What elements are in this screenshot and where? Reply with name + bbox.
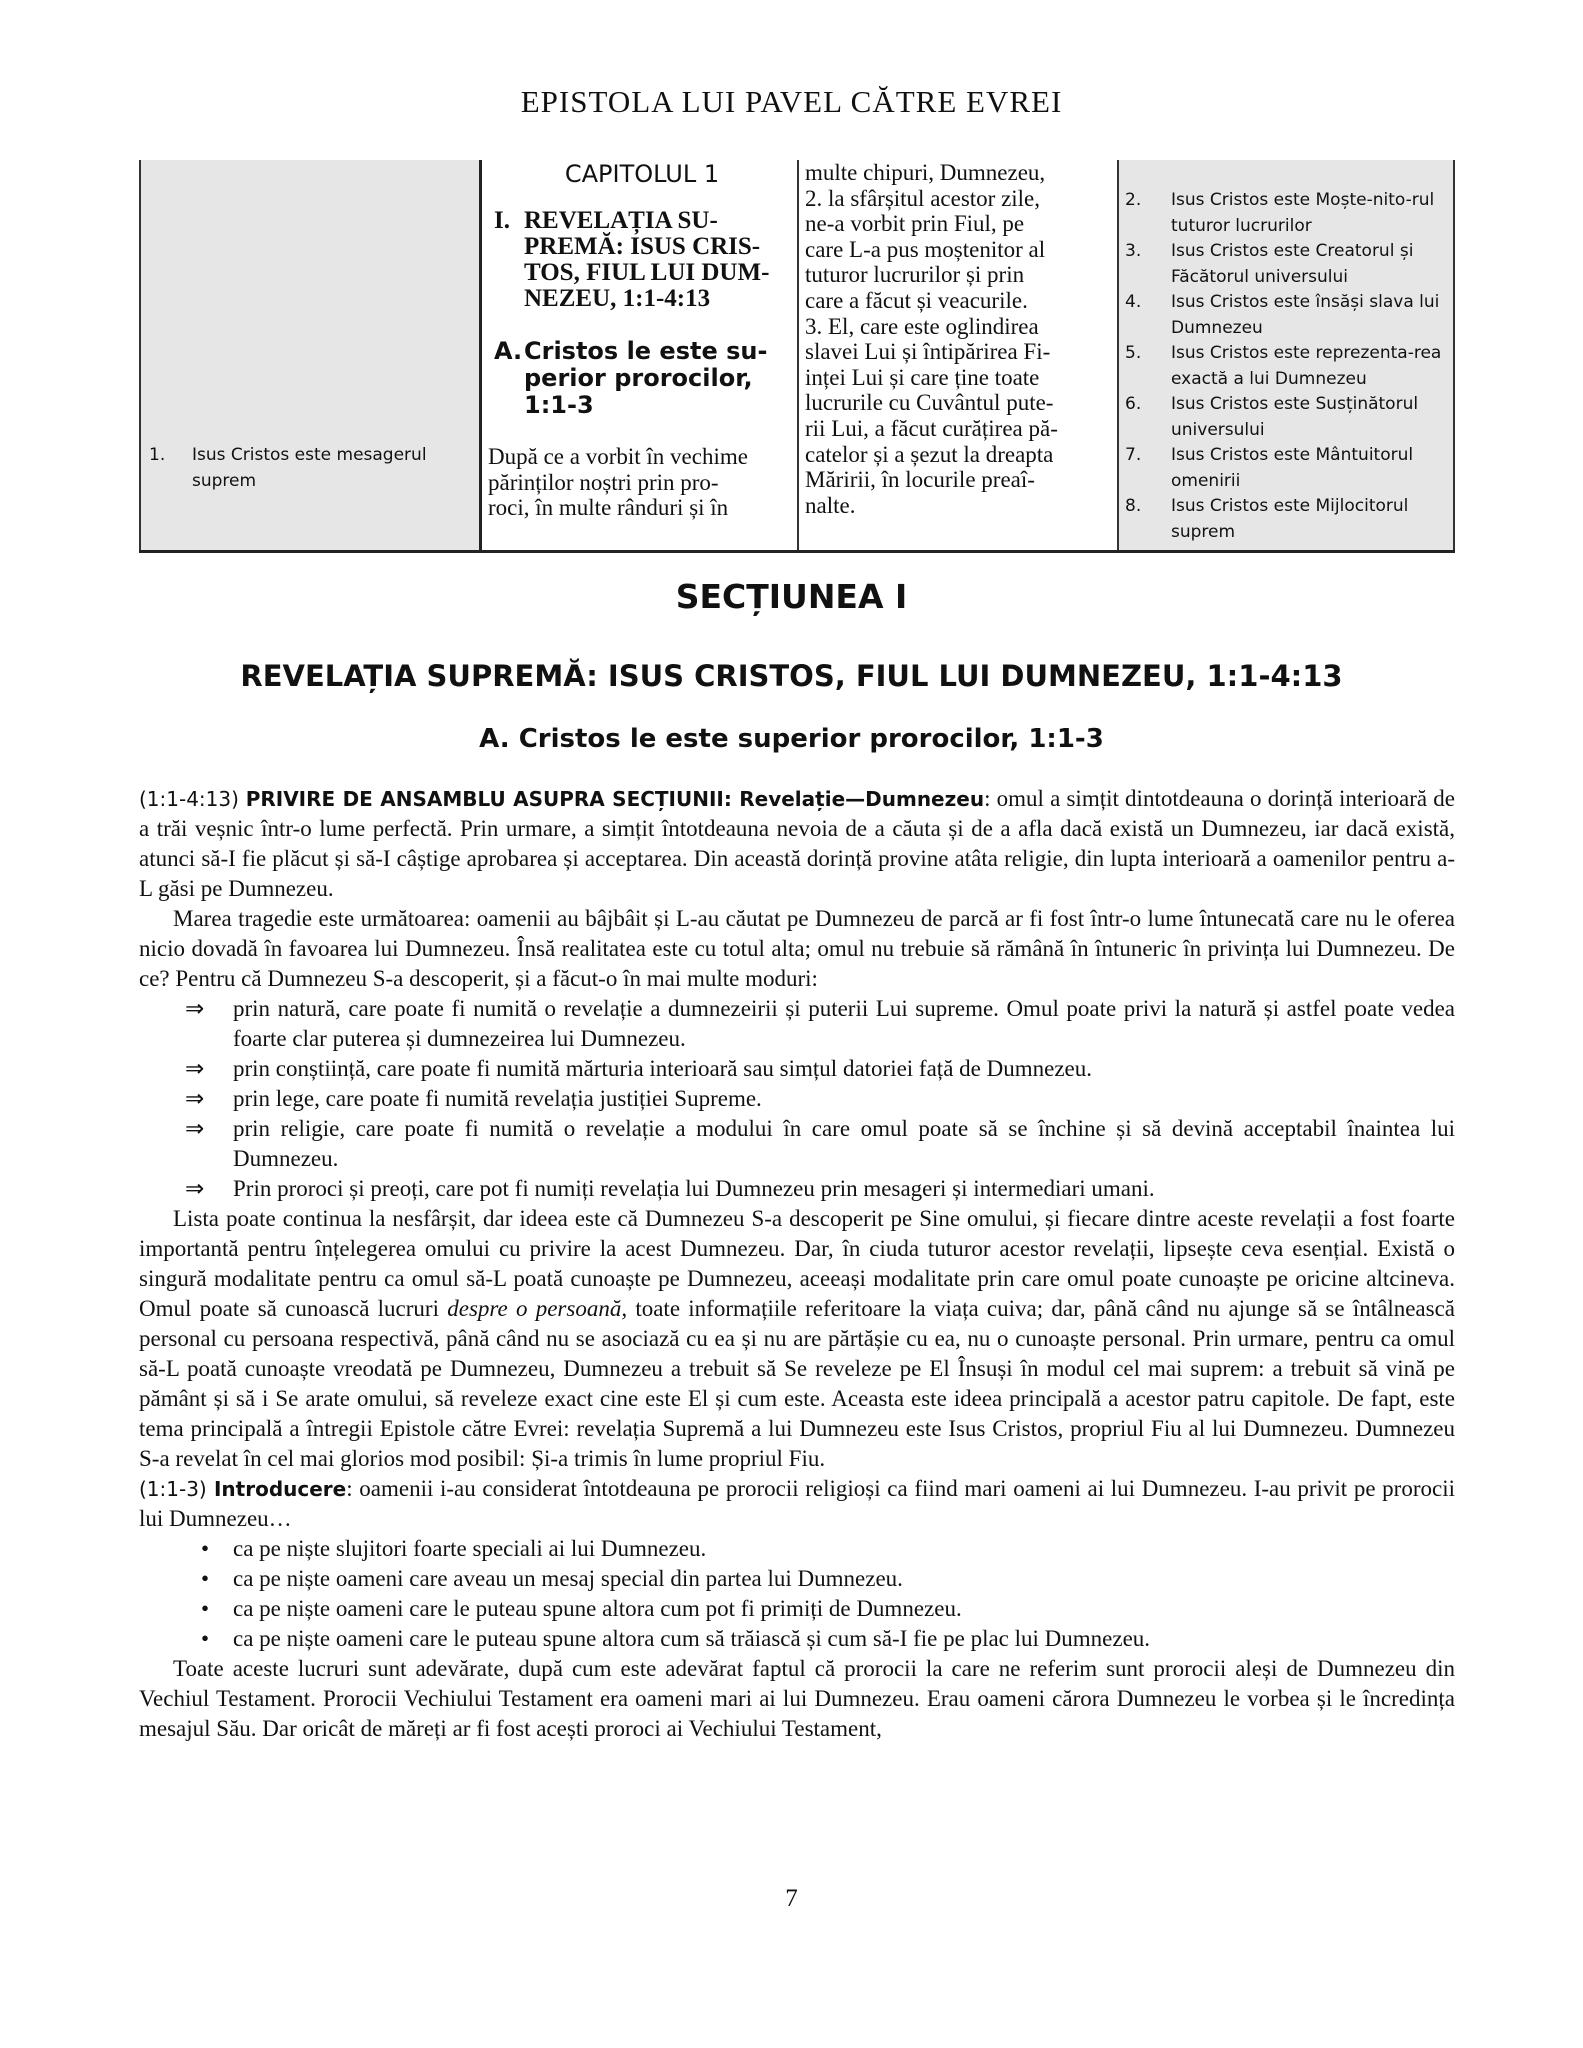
chapter-label: CAPITOLUL 1: [564, 160, 720, 188]
gloss-number: 6.: [1125, 394, 1142, 414]
gloss-text: Isus Cristos este Moște-nito-rul tuturor lucrurilor: [1171, 190, 1435, 236]
arrow-list: [139, 994, 1455, 1204]
right-gloss-item: [1125, 341, 1451, 392]
gloss-text: Isus Cristos este Creatorul și Făcătorul universului: [1171, 241, 1414, 287]
section-subtitle: REVELAȚIA SUPREMĂ: ISUS CRISTOS, FIUL LUI DUMNEZEU, 1:1-4:13: [240, 659, 1343, 693]
gloss-number: 3.: [1125, 241, 1142, 261]
list-item: [139, 1534, 1455, 1564]
right-gloss-item: [1125, 392, 1451, 443]
list-item-text: ca pe niște oameni care le puteau spune altora cum pot fi primiți de Dumnezeu.: [233, 1596, 962, 1621]
gloss-text: Isus Cristos este Mijlocitorul suprem: [1171, 496, 1409, 542]
bullet-icon: •: [201, 1536, 210, 1561]
gloss-text: Isus Cristos este reprezenta-rea exactă a lui Dumnezeu: [1171, 343, 1442, 389]
arrow-icon: ⇒: [185, 1056, 205, 1081]
paragraph-text: toate informațiile referitoare la viața cuiva; dar, până când nu ajunge să se întâlnească personal cu persoana respectivă, până când nu se asociază cu ea și nu are părtășie cu ea, nu o cunoaște personal. Prin urmare, pentru ca omul să-L poată cunoaște vreodată pe Dumnezeu, Dumnezeu a trebuit să Se reveleze pe El Însuși în modul cel mai suprem: a trebuit să vină pe pământ și să i Se arate omului, să reveleze exact cine este El și cum este. Aceasta este ideea principală a acestor patru capitole. De fapt, este tema principală a întregii Epistole către Evrei: revelația Supremă a lui Dumnezeu este Isus Cristos, propriul Fiu al lui Dumnezeu. Dumnezeu S-a revelat în cel mai glorios mod posibil: Și-a trimis în lume propriul Fiu.: [139, 1296, 1455, 1471]
paragraph-text: Lista poate continua la nesfârșit, dar ideea este că Dumnezeu S-a descoperit pe Sine omului, și fiecare dintre aceste revelații a fost foarte importantă pentru înțelegerea omului cu privire la acest Dumnezeu. Dar, în ciuda tuturor acestor revelații, lipsește ceva esențial. Există o singură modalitate pentru ca omul să-L poată cunoaște pe Dumnezeu, aceeași modalitate prin care omul poate cunoaște pe oricine altcineva. Omul poate să cunoască lucruri: [139, 1206, 1455, 1321]
list-item: [139, 1174, 1455, 1204]
list-item: [139, 994, 1455, 1054]
outline-number: I.: [494, 207, 510, 234]
arrow-icon: ⇒: [185, 1176, 205, 1201]
list-item-text: ca pe niște slujitori foarte speciali ai lui Dumnezeu.: [233, 1536, 707, 1561]
list-item: [139, 1564, 1455, 1594]
gloss-number: 5.: [1125, 343, 1142, 363]
gloss-text: Isus Cristos este Susținătorul universului: [1171, 394, 1419, 440]
gloss-number: 4.: [1125, 292, 1142, 312]
left-gloss-item: [149, 443, 469, 494]
outline-point-I: [494, 208, 794, 312]
outline-point-A: [494, 338, 794, 419]
italic-phrase: despre o persoană,: [447, 1296, 628, 1321]
body-text: [139, 784, 1455, 1744]
gloss-number: 7.: [1125, 445, 1142, 465]
overview-label: PRIVIRE DE ANSAMBLU ASUPRA SECȚIUNII: Revelație—Dumnezeu: [245, 787, 985, 811]
paragraph: [139, 1204, 1455, 1474]
right-gloss-item: [1125, 494, 1451, 545]
right-gloss-column: [1119, 160, 1455, 550]
list-item-text: prin conștiință, care poate fi numită mărturia interioară sau simțul datoriei față de Dumnezeu.: [233, 1056, 1092, 1081]
list-item: [139, 1624, 1455, 1654]
gloss-text: Isus Cristos este Mântuitorul omenirii: [1171, 445, 1414, 491]
arrow-icon: ⇒: [185, 1086, 205, 1111]
arrow-icon: ⇒: [185, 1116, 205, 1141]
scripture-verse-text: După ce a vorbit în vechime părinților noștri prin pro- roci, în multe rânduri și în: [488, 444, 748, 521]
outline-number: A.: [494, 337, 523, 365]
list-item-text: ca pe niște oameni care le puteau spune altora cum să trăiască și cum să-I fie pe plac lui Dumnezeu.: [233, 1626, 1151, 1651]
right-gloss-item: [1125, 290, 1451, 341]
list-item: [139, 1114, 1455, 1174]
running-head: EPISTOLA LUI PAVEL CĂTRE EVREI: [520, 84, 1063, 119]
page-number: 7: [785, 1885, 798, 1912]
list-item-text: Prin proroci și preoți, care pot fi numiți revelația lui Dumnezeu prin mesageri și intermediari umani.: [233, 1176, 1155, 1201]
paragraph-text: : omul a simțit dintotdeauna o dorință interioară de a trăi veșnic într-o lume perfectă. Prin urmare, a simțit întotdeauna nevoia de a căuta și de a afla dacă există un Dumnezeu, iar dacă există, atunci să-I fie plăcut și să-I câștige aprobarea și acceptarea. Din această dorință provine atâta religie, din lupta interioară a oamenilor pentru a-L găsi pe Dumnezeu.: [139, 786, 1456, 901]
gloss-number: 8.: [1125, 496, 1142, 516]
paragraph-introduction: [139, 1474, 1455, 1534]
introduction-label: Introducere: [213, 1477, 347, 1501]
right-gloss-item: [1125, 443, 1451, 494]
arrow-icon: ⇒: [185, 996, 205, 1021]
section-title: SECȚIUNEA I: [675, 577, 908, 616]
paragraph: Marea tragedie este următoarea: oamenii au bâjbâit și L-au căutat pe Dumnezeu de parcă ar fi fost într-o lume întunecată care nu le oferea nicio dovadă în favoarea lui Dumnezeu. Însă realitatea este cu totul alta; omul nu trebuie să rămână în întuneric în privința lui Dumnezeu. De ce? Pentru că Dumnezeu S-a descoperit, și a făcut-o în mai multe moduri:: [139, 906, 1455, 991]
outline-text: Cristos le este su-perior prorocilor, 1:1-3: [524, 337, 768, 419]
sub-heading: A. Cristos le este superior prorocilor, 1:1-3: [479, 724, 1104, 754]
verse-reference: (1:1-4:13): [139, 787, 246, 811]
list-item-text: ca pe niște oameni care aveau un mesaj special din partea lui Dumnezeu.: [233, 1566, 903, 1591]
paragraph: Toate aceste lucruri sunt adevărate, după cum este adevărat faptul că prorocii la care ne referim sunt prorocii aleși de Dumnezeu din Vechiul Testament. Prorocii Vechiului Testament era oameni mari ai lui Dumnezeu. Erau oameni cărora Dumnezeu le vorbea și le încredința mesajul Său. Dar oricât de măreți ar fi fost acești proroci ai Vechiului Testament,: [139, 1656, 1455, 1741]
outline-table: [139, 160, 1455, 553]
list-item-text: prin religie, care poate fi numită o revelație a modului în care omul poate să se închine și să devină acceptabil înaintea lui Dumnezeu.: [233, 1116, 1455, 1171]
gloss-text: Isus Cristos este mesagerul suprem: [192, 445, 427, 491]
bullet-icon: •: [201, 1596, 210, 1621]
bullet-list: [139, 1534, 1455, 1654]
left-gloss-column: [139, 160, 479, 550]
paragraph-text: : oamenii i-au considerat întotdeauna pe prorocii religioși ca fiind mari oameni ai lui Dumnezeu. I-au privit pe prorocii lui Dumnezeu…: [139, 1476, 1455, 1531]
scripture-column-1: [479, 160, 799, 550]
bullet-icon: •: [201, 1566, 210, 1591]
paragraph-overview: [139, 784, 1455, 904]
list-item-text: prin lege, care poate fi numită revelația justiției Supreme.: [233, 1086, 762, 1111]
gloss-text: Isus Cristos este însăși slava lui Dumnezeu: [1171, 292, 1440, 338]
list-item: [139, 1084, 1455, 1114]
scripture-column-2: [799, 160, 1119, 550]
list-item: [139, 1594, 1455, 1624]
verse-reference: (1:1-3): [139, 1477, 214, 1501]
gloss-number: 2.: [1125, 190, 1142, 210]
list-item-text: prin natură, care poate fi numită o revelație a dumnezeirii și puterii Lui supreme. Omul poate privi la natură și astfel poate vedea foarte clar puterea și dumnezeirea lui Dumnezeu.: [233, 996, 1455, 1051]
outline-text: REVELAȚIA SU-PREMĂ: ISUS CRIS-TOS, FIUL LUI DUM-NEZEU, 1:1-4:13: [524, 207, 770, 312]
scripture-verse-text: multe chipuri, Dumnezeu, 2. la sfârșitul acestor zile, ne-a vorbit prin Fiul, pe care L-a pus moștenitor al tuturor lucrurilor și prin care a făcut și veacurile. 3. El, care este oglindirea slavei Lui și întipărirea Fi- inței Lui și care ține toate lucrurile cu Cuvântul pute- rii Lui, a făcut curățirea pă- catelor și a șezut la dreapta Măririi, în locurile preaî- nalte.: [805, 160, 1058, 518]
right-gloss-item: [1125, 188, 1451, 239]
right-gloss-item: [1125, 239, 1451, 290]
list-item: [139, 1054, 1455, 1084]
bullet-icon: •: [201, 1626, 210, 1651]
gloss-number: 1.: [149, 445, 166, 465]
